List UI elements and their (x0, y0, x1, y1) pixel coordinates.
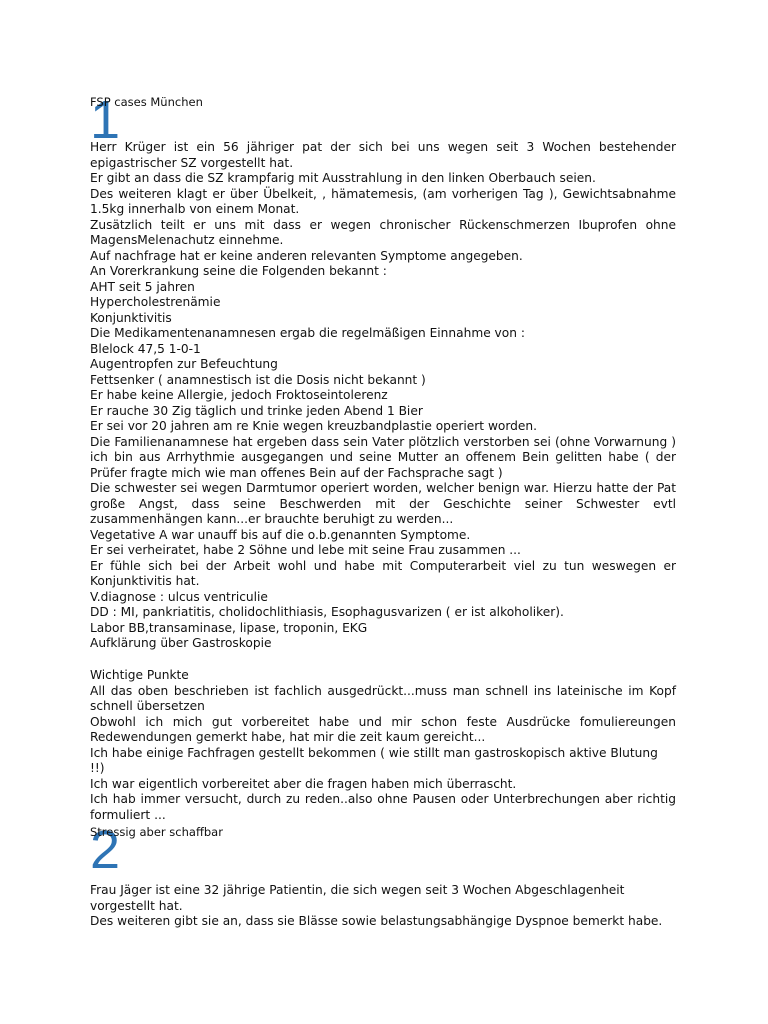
text-line: Er fühle sich bei der Arbeit wohl und habe mit Computerarbeit viel zu tun weswegen er Konjunktivitis hat. (90, 558, 676, 588)
text-line: Ich war eigentlich vorbereitet aber die fragen haben mich überrascht. (90, 776, 517, 791)
text-line: Wichtige Punkte (90, 668, 189, 682)
text-line: Er gibt an dass die SZ krampfarig mit Ausstrahlung in den linken Oberbauch seien. (90, 171, 596, 185)
text-line: Er rauche 30 Zig täglich und trinke jeden Abend 1 Bier (90, 403, 423, 418)
text-line: Des weiteren gibt sie an, dass sie Blässe sowie belastungsabhängige Dyspnoe bemerkt habe. (90, 914, 663, 928)
text-line: Die Medikamentenanamnesen ergab die regelmäßigen Einnahme von : (90, 326, 525, 340)
text-line: Vegetative A war unauff bis auf die o.b.genannten Symptome. (90, 527, 471, 542)
case-1-heading: FSP cases München (90, 95, 203, 109)
text-line: Auf nachfrage hat er keine anderen relevanten Symptome angegeben. (90, 248, 523, 263)
case-2-text (90, 883, 676, 930)
text-line: Ich habe einige Fachfragen gestellt bekommen ( wie stillt man gastroskopisch aktive Blutung !!) (90, 745, 658, 775)
text-line: V.diagnose : ulcus ventriculie (90, 589, 268, 604)
text-line: Augentropfen zur Befeuchtung (90, 357, 278, 371)
text-line: Er habe keine Allergie, jedoch Froktoseintolerenz (90, 388, 388, 402)
text-line: Die schwester sei wegen Darmtumor operiert worden, welcher benign war. Hierzu hatte der Pat große Angst, dass seine Beschwerden mit der Geschichte seiner Schwester evtl zusammenhängen kann...er brauchte beruhigt zu werden... (90, 481, 676, 526)
case-2-heading: Stressig aber schaffbar (90, 825, 223, 839)
text-line: Hypercholestrenämie (90, 295, 221, 309)
text-line: An Vorerkrankung seine die Folgenden bekannt : (90, 264, 387, 278)
text-line: Er sei verheiratet, habe 2 Söhne und lebe mit seine Frau zusammen ... (90, 543, 521, 557)
text-line: Ich hab immer versucht, durch zu reden..also ohne Pausen oder Unterbrechungen aber richtig formuliert ... (90, 792, 676, 822)
important-points-text (90, 668, 676, 823)
text-line: Frau Jäger ist eine 32 jährige Patientin, die sich wegen seit 3 Wochen Abgeschlagenheit vorgestellt hat. (90, 883, 625, 913)
text-line: Er sei vor 20 jahren am re Knie wegen kreuzbandplastie operiert worden. (90, 419, 538, 433)
case-1-text (90, 140, 676, 652)
text-line: Herr Krüger ist ein 56 jähriger pat der sich bei uns wegen seit 3 Wochen bestehender epigastrischer SZ vorgestellt hat. (90, 140, 676, 170)
case-number-1: 1 (90, 90, 121, 150)
text-line: Aufklärung über Gastroskopie (90, 636, 272, 650)
text-line: Des weiteren klagt er über Übelkeit, , hämatemesis, (am vorherigen Tag ), Gewichtsabnahme 1.5kg innerhalb von einem Monat. (90, 186, 676, 216)
text-line: AHT seit 5 jahren (90, 279, 195, 294)
text-line: DD : MI, pankriatitis, cholidochlithiasis, Esophagusvarizen ( er ist alkoholiker). (90, 605, 564, 619)
text-line: All das oben beschrieben ist fachlich ausgedrückt...muss man schnell ins lateinische im Kopf schnell übersetzen (90, 683, 676, 713)
text-line: Blelock 47,5 1-0-1 (90, 341, 201, 356)
text-line: Fettsenker ( anamnestisch ist die Dosis nicht bekannt ) (90, 372, 426, 387)
text-line: Die Familienanamnese hat ergeben dass sein Vater plötzlich verstorben sei (ohne Vorwarnung ) ich bin aus Arrhythmie ausgegangen und seine Mutter an offenem Bein gelitten habe ( der Prüfer fragte mich wie man offenes Bein auf der Fachsprache sagt ) (90, 434, 676, 480)
case-number-2: 2 (90, 820, 121, 880)
text-line: Zusätzlich teilt er uns mit dass er wegen chronischer Rückenschmerzen Ibuprofen ohne MagensMelenachutz einnehme. (90, 217, 676, 247)
text-line: Obwohl ich mich gut vorbereitet habe und mir schon feste Ausdrücke fomuliereungen Redewendungen gemerkt habe, hat mir die zeit kaum gereicht... (90, 714, 676, 744)
text-line: Labor BB,transaminase, lipase, troponin, EKG (90, 620, 368, 635)
text-line: Konjunktivitis (90, 310, 172, 325)
